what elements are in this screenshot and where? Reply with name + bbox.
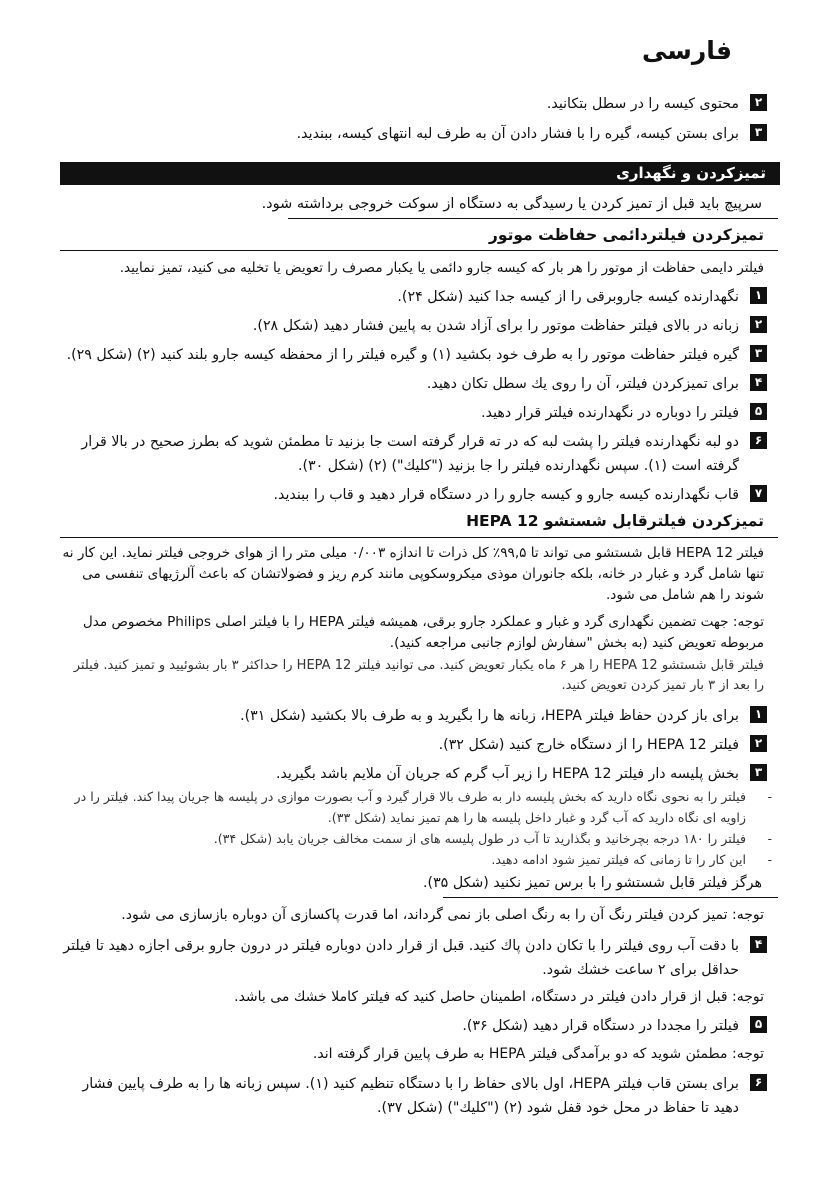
step-number: ۲ — [750, 735, 767, 752]
step-text: گیره فیلتر حفاظت موتور را به طرف خود بکشید (۱) و گیره فیلتر را از محفظه کیسه جارو بلند کنید (۲) (شکل ۲۹). — [66, 347, 739, 363]
list-item — [60, 1014, 766, 1038]
step-number: ۶ — [750, 1074, 767, 1091]
list-item — [60, 314, 766, 338]
warning-text: سرپیچ باید قبل از تمیز کردن یا رسیدگی به دستگاه از سوکت خروجی برداشته شود. — [261, 196, 762, 212]
step-number: ۳ — [750, 345, 767, 362]
bullet-dash: - — [767, 852, 772, 867]
bullet-text: فیلتر را به نحوی نگاه دارید که بخش پلیسه دار به طرف بالا قرار گیرد و آب بصورت موازی در پلیسه ها جریان پیدا کند. فیلتر را در زاویه ای نگاه دارید که آب گرد و غبار داخل پلیسه ها را هم تمیز نماید (شکل ۳۳). — [74, 789, 746, 825]
bullet-item — [62, 849, 772, 870]
step-text: برای باز کردن حفاظ فیلتر HEPA، زبانه ها را بگیرید و به طرف بالا بکشید (شکل ۳۱). — [240, 708, 739, 724]
list-item — [60, 483, 766, 507]
bullet-item — [62, 828, 772, 849]
step-text: قاب نگهدارنده کیسه جارو و کیسه جارو را در دستگاه قرار دهید و قاب را ببندید. — [273, 487, 739, 503]
step-number: ۳ — [750, 764, 767, 781]
step-number: ۶ — [750, 432, 767, 449]
list-item — [60, 430, 766, 478]
divider — [60, 250, 778, 251]
step-text: زبانه در بالای فیلتر حفاظت موتور را برای آزاد شدن به پایین فشار دهید (شکل ۲۸). — [252, 318, 739, 334]
list-item — [60, 934, 766, 982]
list-item — [60, 733, 766, 757]
divider — [60, 537, 778, 538]
list-item — [60, 285, 766, 309]
bullet-text: این کار را تا زمانی که فیلتر تمیز شود ادامه دهید. — [491, 852, 746, 867]
bullet-dash: - — [767, 831, 772, 846]
hepa-note-dry: توجه: قبل از قرار دادن فیلتر در دستگاه، اطمینان حاصل کنید که فیلتر کاملا خشك می باشد. — [234, 989, 764, 1005]
hepa-intro: فیلتر HEPA 12 قابل شستشو می تواند تا ۹۹,۵٪ کل ذرات تا اندازه ۰/۰۰۳ میلی متر را از هوای خروجی فیلتر نماید. این کار نه تنها شامل گرد و غبار در خانه، بلکه جانوران موذی میکروسکوپی مانند کرم ریز و فضولاتشان که باعث آلرژیهای تنفسی می شوند را هم شامل می شود. — [62, 545, 764, 603]
divider — [443, 897, 778, 898]
hepa-note-color: توجه: تمیز کردن فیلتر رنگ آن را به رنگ اصلی باز نمی گرداند، اما قدرت پاکسازی آن دوباره بازسازی می شود. — [121, 907, 764, 923]
step-text: برای بستن کیسه، گیره را با فشار دادن آن به طرف لبه انتهای کیسه، ببندید. — [296, 126, 739, 142]
step-number: ۵ — [750, 1016, 767, 1033]
divider — [288, 218, 778, 219]
list-item — [60, 343, 766, 367]
hepa-heading: تمیزکردن فیلترقابل شستشو HEPA 12 — [466, 512, 764, 530]
hepa-note-philips: توجه: جهت تضمین نگهداری گرد و غبار و عملکرد جارو برقی، همیشه فیلتر HEPA را با فیلتر اصلی Philips مخصوص مدل مربوطه تعویض کنید (به بخش "سفارش لوازم جانبی مراجعه کنید). — [82, 614, 764, 651]
step-number: ۷ — [750, 485, 767, 502]
step-number: ۱ — [750, 287, 767, 304]
step-number: ۵ — [750, 403, 767, 420]
step-text: فیلتر HEPA 12 را از دستگاه خارج کنید (شکل ۳۲). — [438, 737, 739, 753]
hepa-note-replace: فیلتر قابل شستشو HEPA 12 را هر ۶ ماه یکبار تعویض کنید. می توانید فیلتر HEPA 12 را حداکثر ۳ بار بشوئیید و تمیز کنید. فیلتر را بعد از ۳ بار تمیز کردن تعویض کنید. — [73, 658, 764, 693]
step-text: محتوی کیسه را در سطل بتکانید. — [546, 96, 739, 112]
step-number: ۴ — [750, 936, 767, 953]
list-item — [60, 92, 766, 116]
step-text: نگهدارنده کیسه جاروبرقی را از کیسه جدا کنید (شکل ۲۴). — [397, 289, 739, 305]
step-text: بخش پلیسه دار فیلتر HEPA 12 را زیر آب گرم که جریان آن ملایم باشد بگیرید. — [275, 766, 739, 782]
step-text: فیلتر را دوباره در نگهدارنده فیلتر قرار دهید. — [481, 405, 739, 421]
list-item — [60, 372, 766, 396]
step-text: با دقت آب روی فیلتر را با تکان دادن پاك کنید. قبل از قرار دادن دوباره فیلتر در درون جارو برقی اجازه دهید تا فیلتر حداقل برای ۲ ساعت خشك شود. — [63, 938, 739, 978]
list-item — [60, 122, 766, 146]
motor-filter-intro: فیلتر دایمی حفاظت از موتور را هر بار که کیسه جارو دائمی یا یکبار مصرف را تعویض یا تخلیه می کنید، تمیز نمایید. — [119, 260, 764, 276]
list-item — [60, 1072, 766, 1120]
step-number: ۲ — [750, 94, 767, 111]
step-number: ۲ — [750, 316, 767, 333]
bullet-text: فیلتر را ۱۸۰ درجه بچرخانید و بگذارید تا آب در طول پلیسه های از سمت مخالف جریان یابد (شکل ۳۴). — [213, 831, 746, 846]
list-item — [60, 704, 766, 728]
step-text: برای تمیزکردن فیلتر، آن را روی یك سطل تکان دهید. — [426, 376, 739, 392]
motor-filter-heading: تمیزکردن فیلتردائمی حفاظت موتور — [488, 226, 764, 244]
step-text: فیلتر را مجددا در دستگاه قرار دهید (شکل ۳۶). — [462, 1018, 739, 1034]
step-text: دو لبه نگهدارنده فیلتر را پشت لبه که در ته قرار گرفته است جا بزنید تا مطمئن شوید که بطرز صحیح در بالا قرار گرفته است (۱). سپس نگهدارنده فیلتر را جا بزنید ("کلیك") (۲) (شکل ۳۰). — [81, 434, 739, 474]
step-number: ۱ — [750, 706, 767, 723]
step-number: ۴ — [750, 374, 767, 391]
hepa-note-ridges: توجه: مطمئن شوید که دو برآمدگی فیلتر HEPA به طرف پایین قرار گرفته اند. — [312, 1046, 764, 1062]
section-title-bar: تمیزکردن و نگهداری — [60, 162, 780, 185]
language-label: فارسی — [641, 36, 732, 65]
step-text: برای بستن قاب فیلتر HEPA، اول بالای حفاظ را با دستگاه تنظیم کنید (۱). سپس زبانه ها را به طرف پایین فشار دهید تا حفاظ در محل خود قفل شود (۲) ("کلیك") (شکل ۳۷). — [82, 1076, 739, 1116]
never-brush-warning: هرگز فیلتر قابل شستشو را با برس تمیز نکنید (شکل ۳۵). — [423, 875, 762, 891]
step-number: ۳ — [750, 124, 767, 141]
list-item — [60, 401, 766, 425]
bullet-item — [62, 786, 772, 828]
bullet-dash: - — [767, 789, 772, 804]
list-item — [60, 762, 766, 786]
